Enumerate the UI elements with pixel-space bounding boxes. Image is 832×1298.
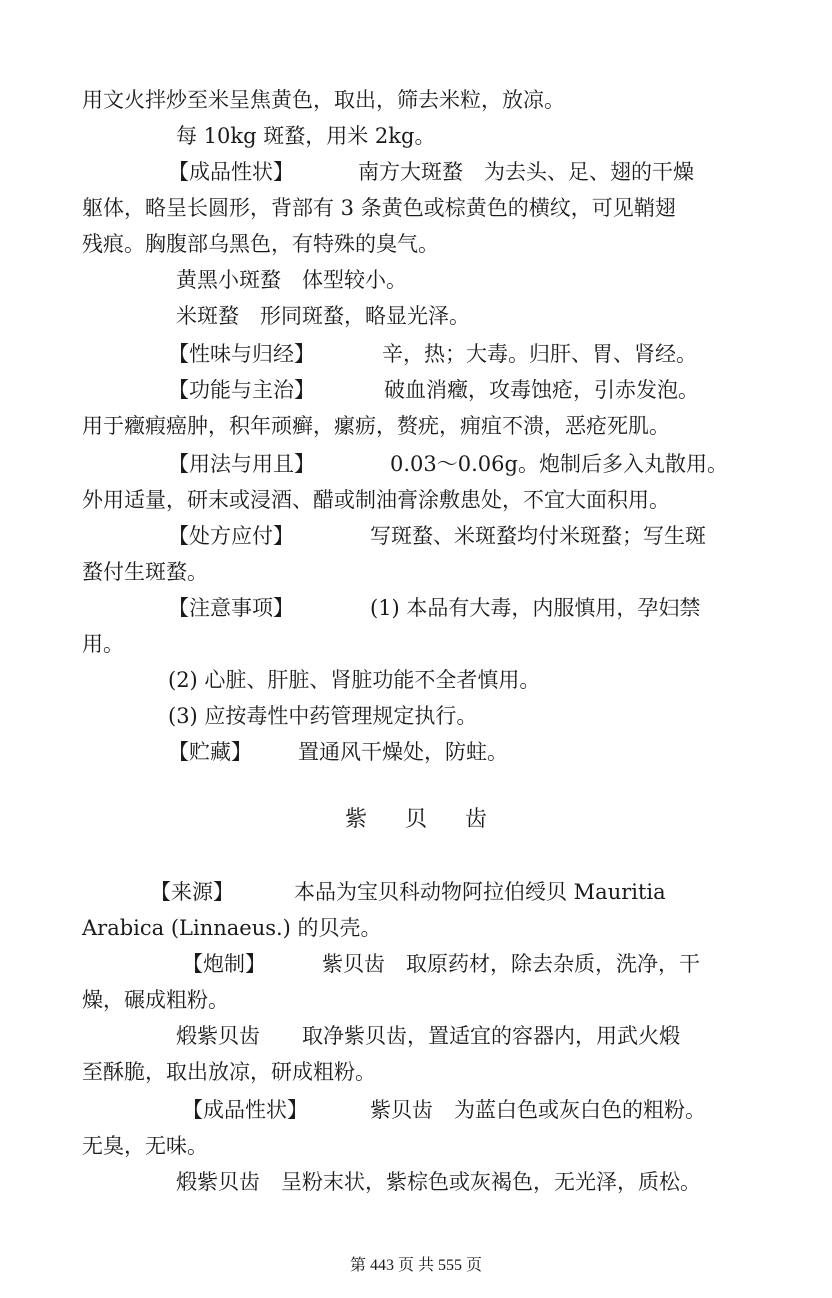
text-line	[0, 738, 832, 766]
line-text: 置通风干燥处，防蛀。	[298, 740, 508, 764]
line-text: 本品为宝贝科动物阿拉伯绶贝 Mauritia	[294, 880, 666, 904]
text-line	[0, 1022, 832, 1050]
section-heading: 【处方应付】	[168, 524, 294, 548]
section-heading: 【用法与用且】	[168, 452, 315, 476]
footer-suffix: 页	[466, 1257, 483, 1274]
entry-title	[0, 806, 832, 834]
text-line	[0, 630, 832, 658]
title-char: 贝	[404, 807, 427, 832]
line-text: 米斑蝥 形同斑蝥，略显光泽。	[176, 304, 470, 328]
footer-mid: 页 共	[397, 1257, 434, 1274]
text-line	[0, 522, 832, 550]
line-text: 蝥付生斑蝥。	[82, 560, 208, 584]
text-line	[0, 1096, 832, 1124]
section-heading: 【性味与归经】	[168, 342, 315, 366]
section-heading: 【贮藏】	[168, 740, 252, 764]
line-text: 辛，热；大毒。归肝、胃、肾经。	[382, 342, 697, 366]
line-text: 破血消癥，攻毒蚀疮，引赤发泡。	[384, 378, 699, 402]
line-text: 用。	[82, 632, 124, 656]
text-line	[0, 122, 832, 150]
line-text: 煅紫贝齿 呈粉末状，紫棕色或灰褐色，无光泽，质松。	[176, 1170, 701, 1194]
total-pages: 555	[438, 1257, 462, 1274]
section-heading: 【来源】	[150, 880, 234, 904]
text-line	[0, 412, 832, 440]
text-line	[0, 230, 832, 258]
line-text: (1) 本品有大毒，内服慎用，孕妇禁	[370, 596, 701, 620]
page-number: 443	[369, 1257, 394, 1274]
text-line	[0, 194, 832, 222]
text-line	[0, 266, 832, 294]
text-line	[0, 302, 832, 330]
line-text: 南方大斑蝥 为去头、足、翅的干燥	[358, 160, 694, 184]
text-line	[0, 666, 832, 694]
text-line	[0, 950, 832, 978]
line-text: 燥，碾成粗粉。	[82, 988, 229, 1012]
text-line	[0, 986, 832, 1014]
section-heading: 【注意事项】	[168, 596, 294, 620]
text-line	[0, 1132, 832, 1160]
text-line	[0, 702, 832, 730]
text-line	[0, 1168, 832, 1196]
line-text: 无臭，无味。	[82, 1134, 208, 1158]
text-line	[0, 86, 832, 114]
section-heading: 【功能与主治】	[168, 378, 315, 402]
section-heading: 【炮制】	[182, 952, 266, 976]
text-line	[0, 1058, 832, 1086]
title-char: 紫	[344, 807, 367, 832]
section-heading: 【成品性状】	[168, 160, 294, 184]
text-line	[0, 450, 832, 478]
title-char: 齿	[465, 807, 488, 832]
line-text: Arabica (Linnaeus.) 的贝壳。	[82, 916, 382, 940]
line-text: 煅紫贝齿 取净紫贝齿，置适宜的容器内，用武火煅	[176, 1024, 680, 1048]
line-text: 每 10kg 斑蝥，用米 2kg。	[176, 124, 436, 148]
text-line	[0, 340, 832, 368]
line-text: 残痕。胸腹部乌黑色，有特殊的臭气。	[82, 232, 439, 256]
section-heading: 【成品性状】	[182, 1098, 308, 1122]
line-text: 黄黑小斑蝥 体型较小。	[176, 268, 407, 292]
text-line	[0, 158, 832, 186]
line-text: 用文火拌炒至米呈焦黄色，取出，筛去米粒，放凉。	[82, 88, 565, 112]
line-text: 外用适量，研末或浸酒、醋或制油膏涂敷患处，不宜大面积用。	[82, 488, 670, 512]
text-line	[0, 594, 832, 622]
line-text: 紫贝齿 为蓝白色或灰白色的粗粉。	[370, 1098, 706, 1122]
footer-prefix: 第	[349, 1257, 366, 1274]
text-line	[0, 914, 832, 942]
line-text: 至酥脆，取出放凉，研成粗粉。	[82, 1060, 376, 1084]
text-line	[0, 486, 832, 514]
text-line	[0, 878, 832, 906]
line-text: (3) 应按毒性中药管理规定执行。	[168, 704, 478, 728]
line-text: 紫贝齿 取原药材，除去杂质，洗净，干	[322, 952, 700, 976]
line-text: 0.03～0.06g。炮制后多入丸散用。	[390, 452, 728, 476]
line-text: (2) 心脏、肝脏、肾脏功能不全者慎用。	[168, 668, 541, 692]
line-text: 躯体，略呈长圆形，背部有 3 条黄色或棕黄色的横纹，可见鞘翅	[82, 196, 676, 220]
text-line	[0, 558, 832, 586]
page-footer	[0, 1255, 832, 1277]
line-text: 用于癥瘕癌肿，积年顽癣，瘰疬，赘疣，痈疽不溃，恶疮死肌。	[82, 414, 670, 438]
text-line	[0, 376, 832, 404]
line-text: 写斑蝥、米斑蝥均付米斑蝥；写生斑	[370, 524, 706, 548]
